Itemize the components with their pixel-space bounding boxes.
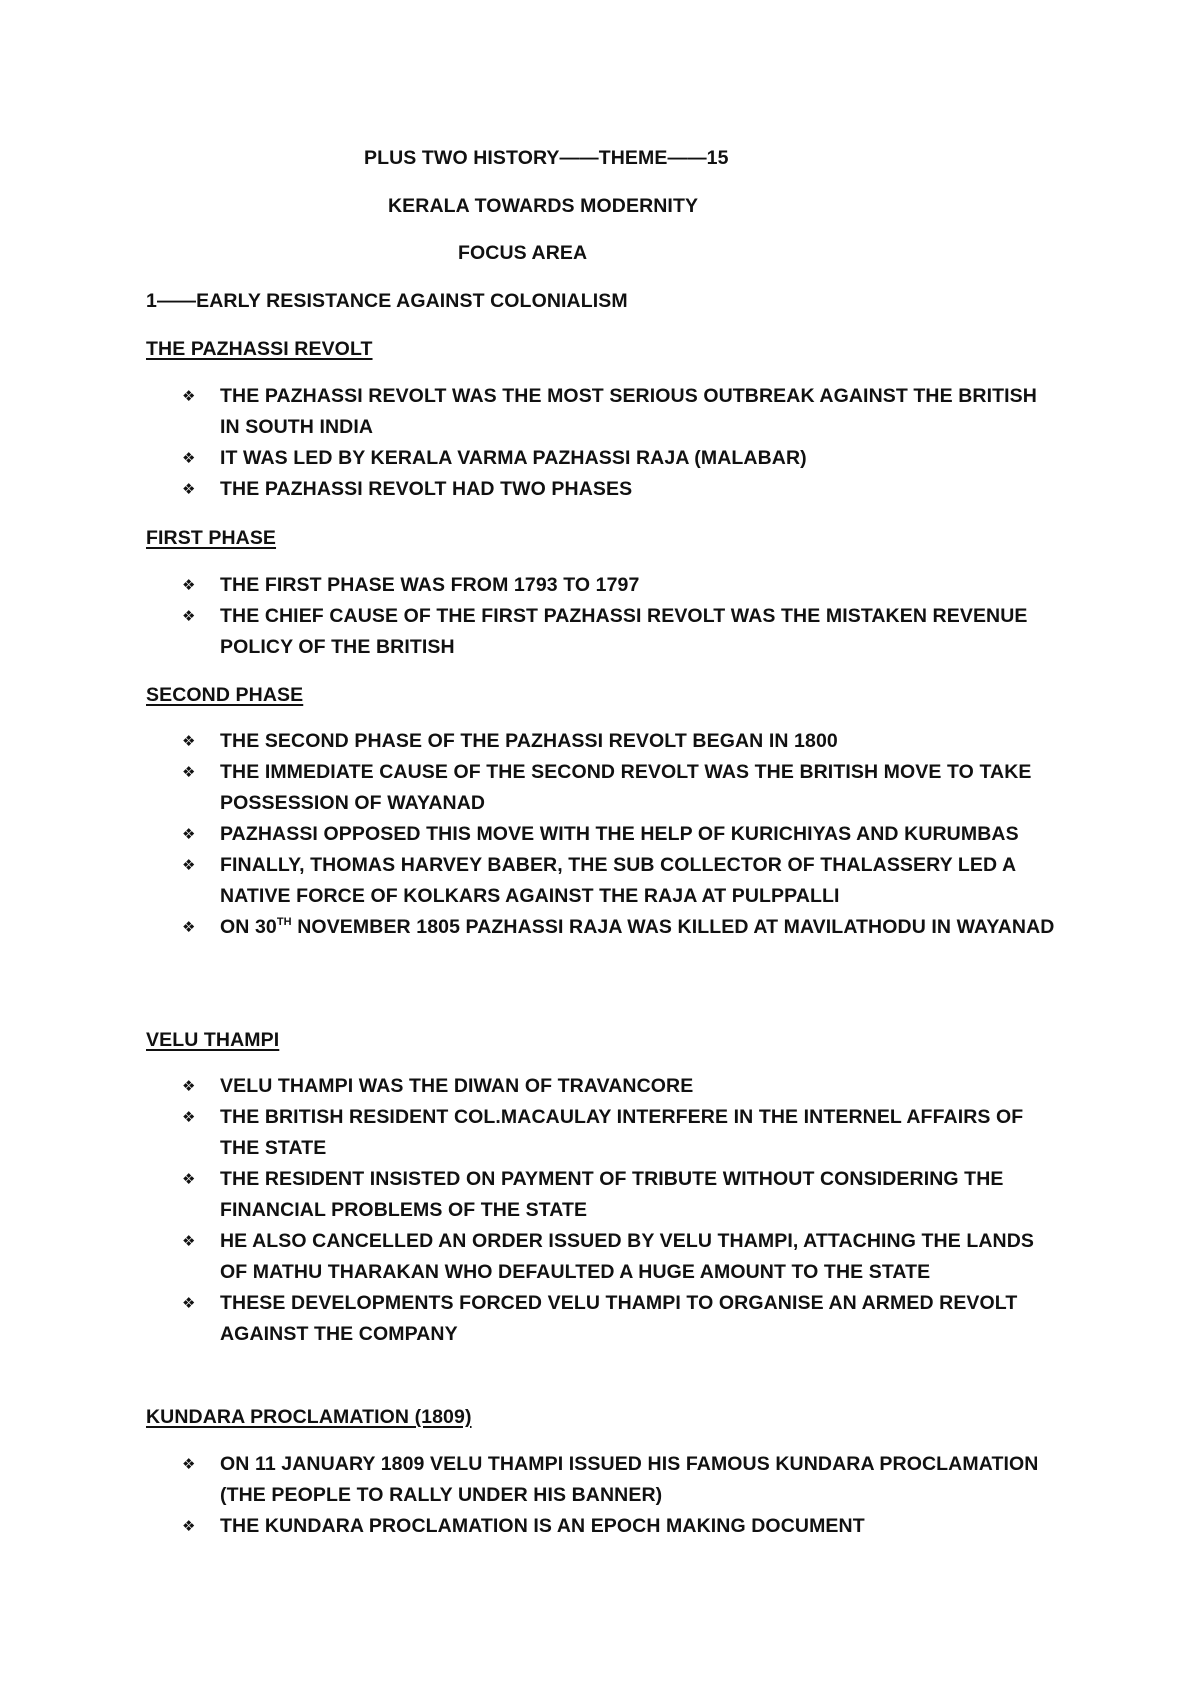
- section-heading-kundara-proclamation: KUNDARA PROCLAMATION (1809): [146, 1406, 472, 1428]
- bullet-list-first-phase: [182, 570, 1062, 663]
- diamond-bullet-icon: ❖: [182, 763, 196, 781]
- diamond-bullet-icon: ❖: [182, 607, 196, 625]
- topic-heading: 1——EARLY RESISTANCE AGAINST COLONIALISM: [146, 290, 628, 312]
- list-item: ❖ THE KUNDARA PROCLAMATION IS AN EPOCH MAKING DOCUMENT: [182, 1511, 1062, 1542]
- diamond-bullet-icon: ❖: [182, 918, 196, 936]
- diamond-bullet-icon: ❖: [182, 1170, 196, 1188]
- list-item: ❖ VELU THAMPI WAS THE DIWAN OF TRAVANCORE: [182, 1071, 1062, 1102]
- diamond-bullet-icon: ❖: [182, 1455, 196, 1473]
- section-heading-velu-thampi: VELU THAMPI: [146, 1029, 280, 1051]
- list-item: ❖ THE CHIEF CAUSE OF THE FIRST PAZHASSI REVOLT WAS THE MISTAKEN REVENUE POLICY OF THE BRITISH: [182, 601, 1062, 663]
- list-item: ❖ THE SECOND PHASE OF THE PAZHASSI REVOLT BEGAN IN 1800: [182, 726, 1062, 757]
- bullet-list-velu-thampi: [182, 1071, 1062, 1350]
- list-item: ❖ THE IMMEDIATE CAUSE OF THE SECOND REVOLT WAS THE BRITISH MOVE TO TAKE POSSESSION OF WAYANAD: [182, 757, 1062, 819]
- focus-area-label: FOCUS AREA: [458, 242, 588, 264]
- diamond-bullet-icon: ❖: [182, 1077, 196, 1095]
- list-item: ❖ THE BRITISH RESIDENT COL.MACAULAY INTERFERE IN THE INTERNEL AFFAIRS OF THE STATE: [182, 1102, 1062, 1164]
- section-heading-second-phase: SECOND PHASE: [146, 684, 304, 706]
- list-item: ❖ ON 30TH NOVEMBER 1805 PAZHASSI RAJA WAS KILLED AT MAVILATHODU IN WAYANAD: [182, 912, 1062, 943]
- diamond-bullet-icon: ❖: [182, 1294, 196, 1312]
- diamond-bullet-icon: ❖: [182, 856, 196, 874]
- diamond-bullet-icon: ❖: [182, 825, 196, 843]
- diamond-bullet-icon: ❖: [182, 387, 196, 405]
- list-item: ❖ FINALLY, THOMAS HARVEY BABER, THE SUB COLLECTOR OF THALASSERY LED A NATIVE FORCE OF KOLKARS AGAINST THE RAJA AT PULPPALLI: [182, 850, 1062, 912]
- section-heading-pazhassi-revolt: THE PAZHASSI REVOLT: [146, 338, 373, 360]
- list-item: ❖ THE FIRST PHASE WAS FROM 1793 TO 1797: [182, 570, 1062, 601]
- document-subtitle: KERALA TOWARDS MODERNITY: [388, 195, 699, 217]
- bullet-list-second-phase: [182, 726, 1062, 943]
- diamond-bullet-icon: ❖: [182, 732, 196, 750]
- diamond-bullet-icon: ❖: [182, 576, 196, 594]
- list-item: ❖ PAZHASSI OPPOSED THIS MOVE WITH THE HELP OF KURICHIYAS AND KURUMBAS: [182, 819, 1062, 850]
- bullet-list-pazhassi-revolt: [182, 381, 1062, 505]
- section-heading-first-phase: FIRST PHASE: [146, 527, 277, 549]
- list-item: ❖ THE PAZHASSI REVOLT HAD TWO PHASES: [182, 474, 1062, 505]
- diamond-bullet-icon: ❖: [182, 1108, 196, 1126]
- list-item: ❖ THE PAZHASSI REVOLT WAS THE MOST SERIOUS OUTBREAK AGAINST THE BRITISH IN SOUTH INDIA: [182, 381, 1062, 443]
- list-item: ❖ HE ALSO CANCELLED AN ORDER ISSUED BY VELU THAMPI, ATTACHING THE LANDS OF MATHU THARAKAN WHO DEFAULTED A HUGE AMOUNT TO THE STATE: [182, 1226, 1062, 1288]
- diamond-bullet-icon: ❖: [182, 449, 196, 467]
- list-item: ❖ IT WAS LED BY KERALA VARMA PAZHASSI RAJA (MALABAR): [182, 443, 1062, 474]
- bullet-list-kundara-proclamation: [182, 1449, 1062, 1542]
- list-item: ❖ ON 11 JANUARY 1809 VELU THAMPI ISSUED HIS FAMOUS KUNDARA PROCLAMATION (THE PEOPLE TO RALLY UNDER HIS BANNER): [182, 1449, 1062, 1511]
- list-item: ❖ THESE DEVELOPMENTS FORCED VELU THAMPI TO ORGANISE AN ARMED REVOLT AGAINST THE COMPANY: [182, 1288, 1062, 1350]
- list-item: ❖ THE RESIDENT INSISTED ON PAYMENT OF TRIBUTE WITHOUT CONSIDERING THE FINANCIAL PROBLEMS OF THE STATE: [182, 1164, 1062, 1226]
- document-title: PLUS TWO HISTORY——THEME——15: [364, 147, 729, 169]
- diamond-bullet-icon: ❖: [182, 1517, 196, 1535]
- diamond-bullet-icon: ❖: [182, 1232, 196, 1250]
- diamond-bullet-icon: ❖: [182, 480, 196, 498]
